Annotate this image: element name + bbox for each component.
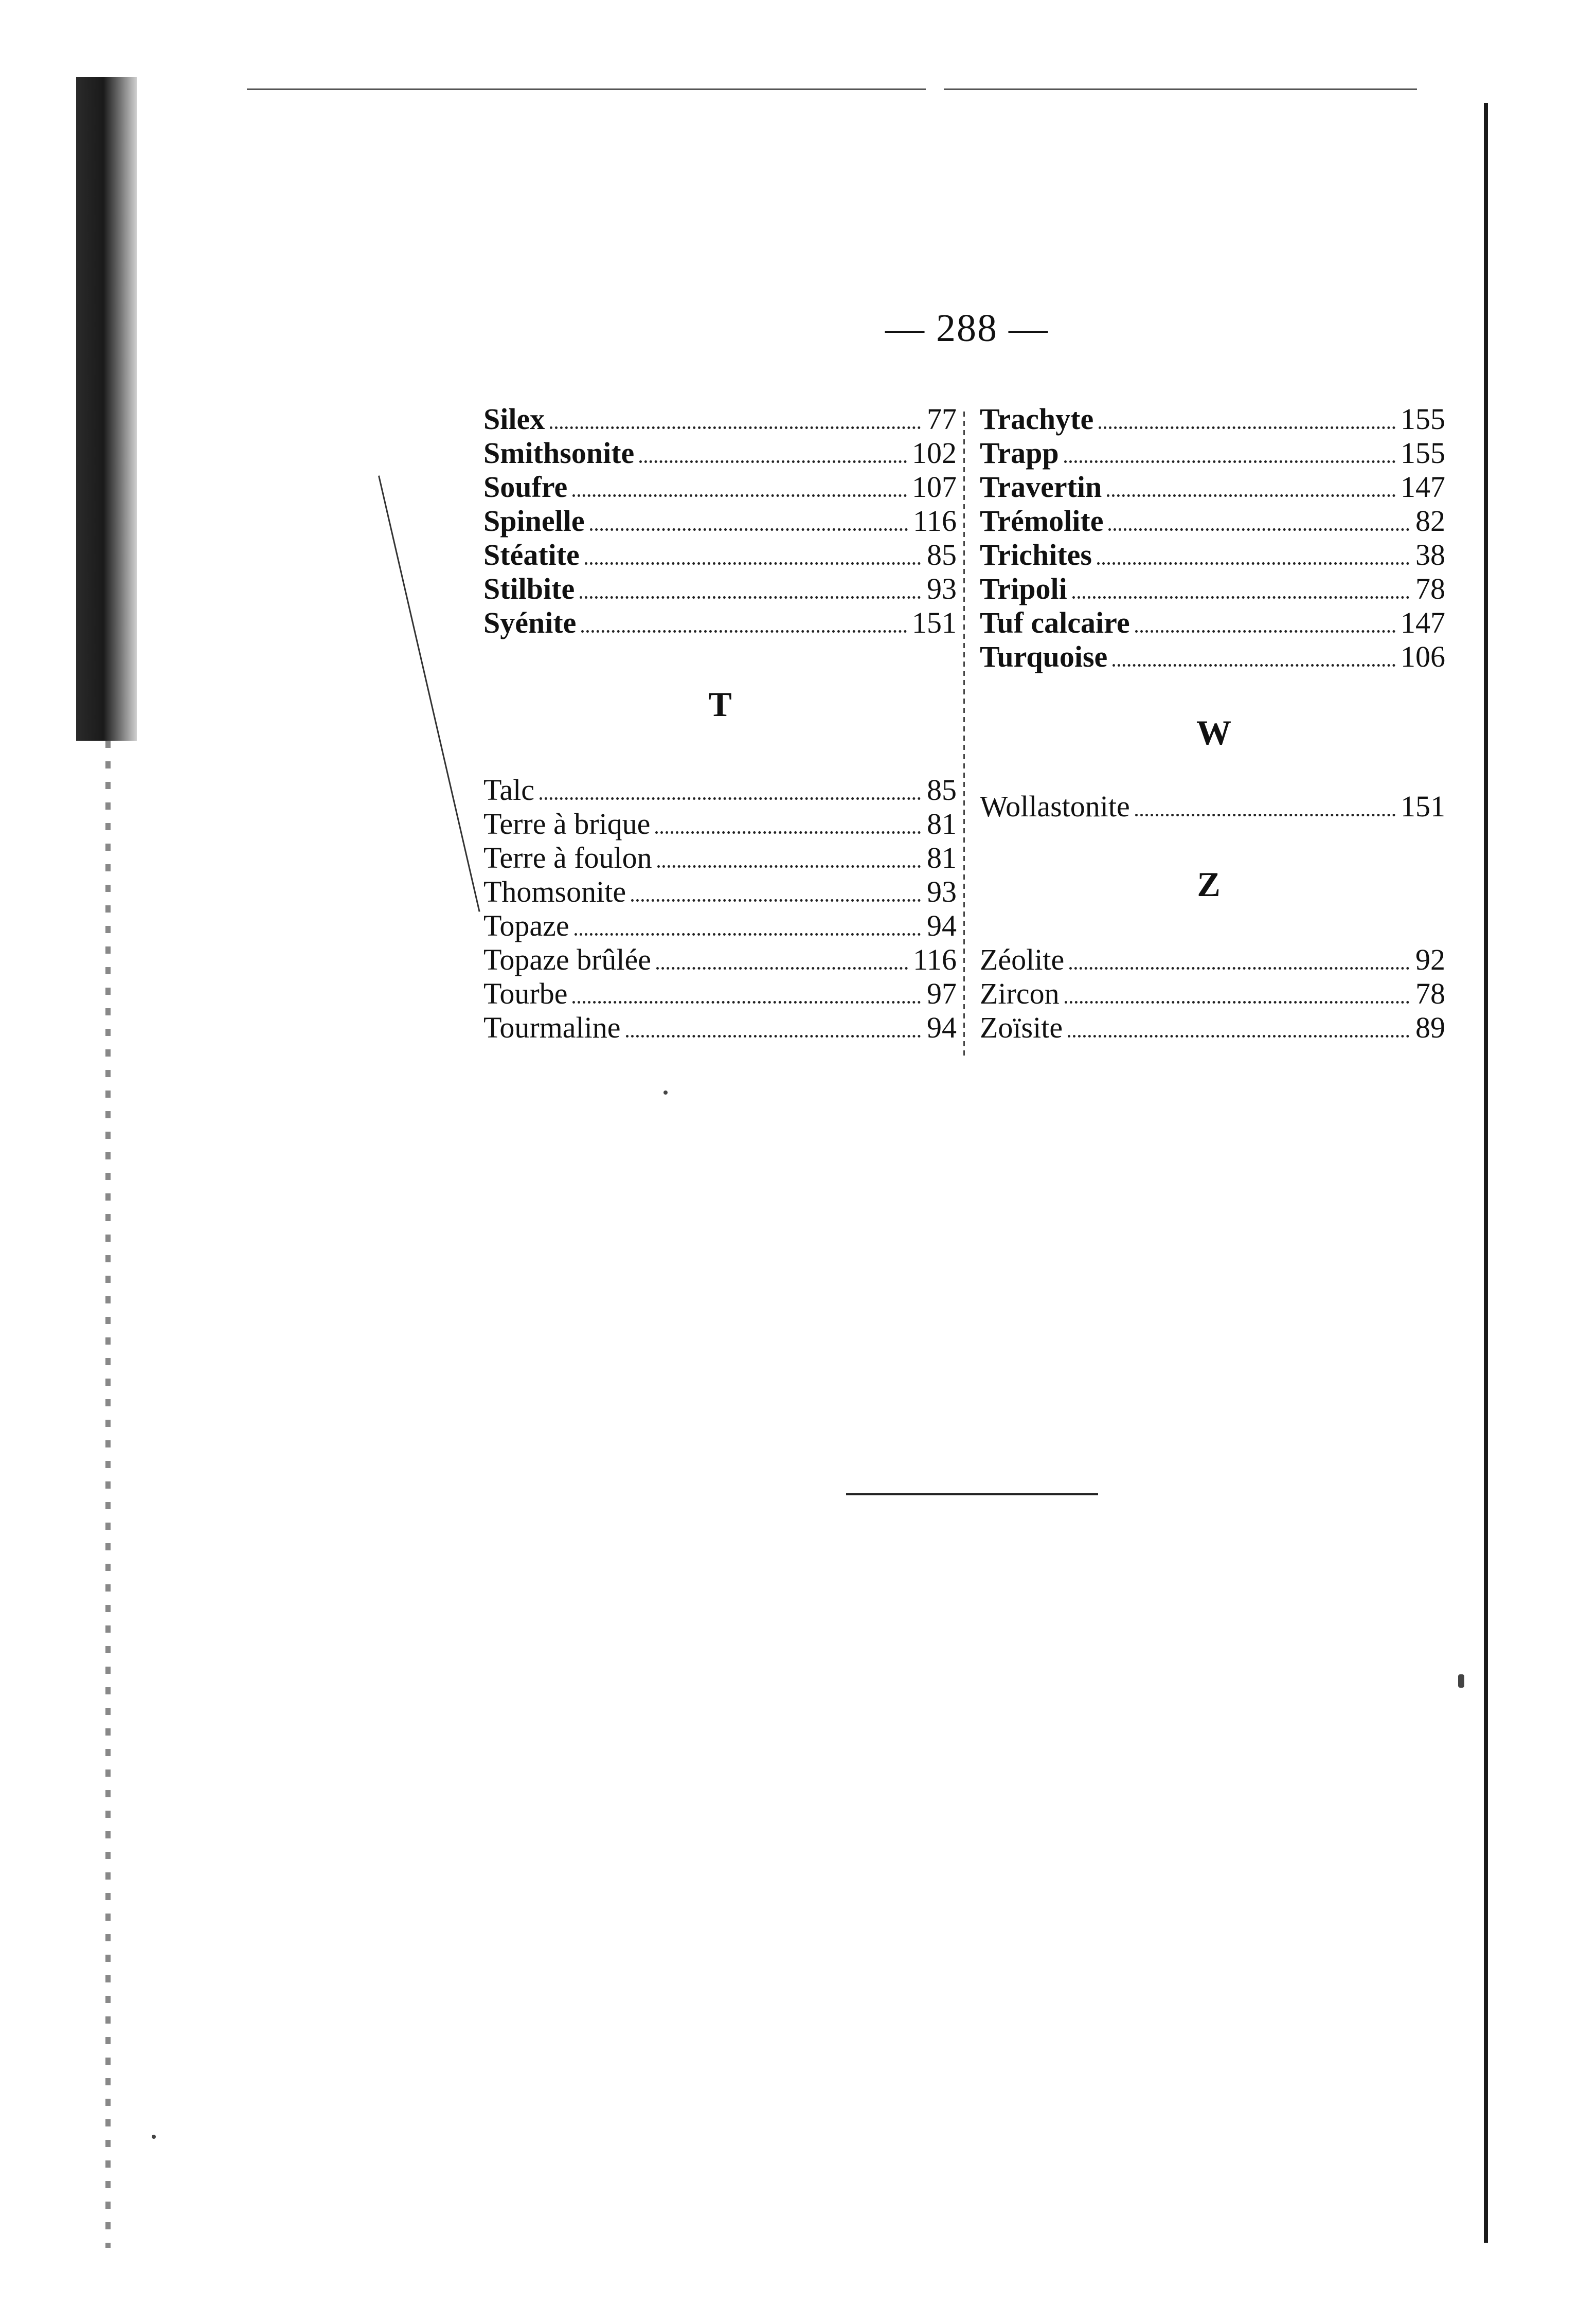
dot-leader	[1113, 664, 1395, 667]
entry-page: 93	[927, 875, 957, 908]
entry-name: Travertin	[980, 470, 1102, 504]
index-entry	[980, 606, 1445, 640]
index-entry	[980, 402, 1445, 436]
end-rule	[846, 1493, 1098, 1495]
dot-leader	[1108, 528, 1409, 531]
dot-leader	[656, 967, 908, 970]
entry-name: Spinelle	[483, 504, 585, 538]
page-right-border	[1484, 103, 1488, 2243]
index-entry	[483, 909, 957, 943]
dot-leader	[540, 797, 921, 800]
index-entry	[980, 538, 1445, 572]
index-entry	[483, 943, 957, 977]
entry-name: Talc	[483, 773, 534, 807]
dot-leader	[626, 1035, 921, 1038]
entry-page: 81	[927, 807, 957, 841]
entry-page: 85	[927, 773, 957, 807]
entry-name: Turquoise	[980, 640, 1108, 673]
entry-name: Trichites	[980, 538, 1092, 571]
entry-page: 147	[1401, 606, 1445, 639]
dot-leader	[1065, 1001, 1409, 1004]
dot-leader	[590, 528, 908, 531]
index-entry	[980, 572, 1445, 606]
dot-leader	[1135, 630, 1395, 633]
index-entry	[483, 606, 957, 640]
entry-name: Smithsonite	[483, 436, 635, 470]
section-letter-t: T	[708, 685, 732, 724]
entry-page: 97	[927, 977, 957, 1010]
index-entry	[980, 436, 1445, 470]
entry-page: 116	[913, 943, 957, 976]
index-entry	[483, 977, 957, 1011]
entry-page: 82	[1415, 504, 1445, 538]
index-entry	[980, 1011, 1445, 1045]
entry-page: 77	[927, 402, 957, 436]
entry-page: 78	[1415, 572, 1445, 605]
index-entry	[980, 943, 1445, 977]
entry-page: 155	[1401, 402, 1445, 436]
index-group-s	[483, 402, 957, 640]
dot-leader	[631, 899, 921, 902]
entry-name: Tripoli	[980, 572, 1067, 605]
entry-page: 38	[1415, 538, 1445, 571]
index-group-t-left	[483, 773, 957, 1045]
index-entry	[483, 572, 957, 606]
index-group-t-right	[980, 402, 1445, 674]
entry-name: Topaze	[483, 909, 569, 942]
entry-page: 85	[927, 538, 957, 571]
entry-name: Thomsonite	[483, 875, 626, 908]
entry-page: 78	[1415, 977, 1445, 1010]
dot-leader	[655, 831, 921, 834]
stray-pencil-line	[378, 475, 480, 911]
index-entry	[980, 977, 1445, 1011]
dot-leader	[1068, 1035, 1409, 1038]
entry-page: 81	[927, 841, 957, 874]
entry-name: Tourmaline	[483, 1011, 621, 1044]
entry-name: Syénite	[483, 606, 577, 639]
dot-leader	[1099, 426, 1395, 429]
index-entry	[483, 875, 957, 909]
index-entry	[483, 504, 957, 538]
entry-page: 94	[927, 1011, 957, 1044]
section-letter-z: Z	[1197, 865, 1221, 904]
entry-name: Wollastonite	[980, 790, 1130, 823]
dot-leader	[572, 494, 907, 497]
dot-leader	[1072, 596, 1409, 599]
index-entry	[483, 402, 957, 436]
index-entry	[980, 470, 1445, 504]
entry-name: Zircon	[980, 977, 1060, 1010]
entry-name: Zoïsite	[980, 1011, 1063, 1044]
dot-leader	[585, 562, 921, 565]
entry-name: Trachyte	[980, 402, 1094, 436]
entry-page: 93	[927, 572, 957, 605]
dot-leader	[1107, 494, 1395, 497]
dot-leader	[572, 1001, 921, 1004]
index-entry	[483, 773, 957, 807]
entry-page: 102	[912, 436, 957, 470]
ink-speck	[152, 2135, 156, 2139]
dot-leader	[1135, 814, 1395, 816]
entry-name: Silex	[483, 402, 545, 436]
entry-page: 116	[913, 504, 957, 538]
scan-edge-shadow	[76, 77, 137, 741]
index-entry	[980, 640, 1445, 674]
entry-name: Stéatite	[483, 538, 580, 571]
entry-name: Trémolite	[980, 504, 1104, 538]
entry-name: Zéolite	[980, 943, 1065, 976]
index-group-z	[980, 943, 1445, 1045]
index-entry	[980, 504, 1445, 538]
dot-leader	[580, 596, 921, 599]
dot-leader	[1097, 562, 1409, 565]
entry-page: 147	[1401, 470, 1445, 504]
dot-leader	[1064, 460, 1395, 463]
dot-leader	[550, 426, 921, 429]
top-rule-right	[944, 88, 1417, 90]
index-entry	[483, 436, 957, 470]
index-entry	[980, 790, 1445, 824]
index-group-w	[980, 790, 1445, 824]
entry-page: 92	[1415, 943, 1445, 976]
index-entry	[483, 841, 957, 875]
dot-leader	[1069, 967, 1409, 970]
index-entry	[483, 470, 957, 504]
entry-name: Tourbe	[483, 977, 568, 1010]
entry-page: 151	[1401, 790, 1445, 823]
entry-page: 89	[1415, 1011, 1445, 1044]
column-divider	[963, 412, 965, 1060]
entry-page: 151	[912, 606, 957, 639]
dot-leader	[639, 460, 907, 463]
dot-leader	[657, 865, 921, 868]
dot-leader	[581, 630, 907, 633]
scan-edge-line	[105, 741, 111, 2248]
entry-name: Stilbite	[483, 572, 575, 605]
entry-name: Tuf calcaire	[980, 606, 1130, 639]
top-rule-left	[247, 88, 926, 90]
entry-name: Soufre	[483, 470, 568, 504]
dot-leader	[575, 933, 921, 936]
ink-speck	[663, 1091, 668, 1095]
entry-name: Topaze brûlée	[483, 943, 652, 976]
entry-page: 107	[912, 470, 957, 504]
entry-name: Terre à brique	[483, 807, 651, 841]
index-entry	[483, 807, 957, 841]
page-number: — 288 —	[885, 307, 1049, 350]
entry-name: Terre à foulon	[483, 841, 652, 874]
index-entry	[483, 538, 957, 572]
ink-speck	[1458, 1674, 1464, 1688]
entry-name: Trapp	[980, 436, 1059, 470]
section-letter-w: W	[1196, 713, 1231, 752]
entry-page: 155	[1401, 436, 1445, 470]
entry-page: 94	[927, 909, 957, 942]
index-entry	[483, 1011, 957, 1045]
entry-page: 106	[1401, 640, 1445, 673]
